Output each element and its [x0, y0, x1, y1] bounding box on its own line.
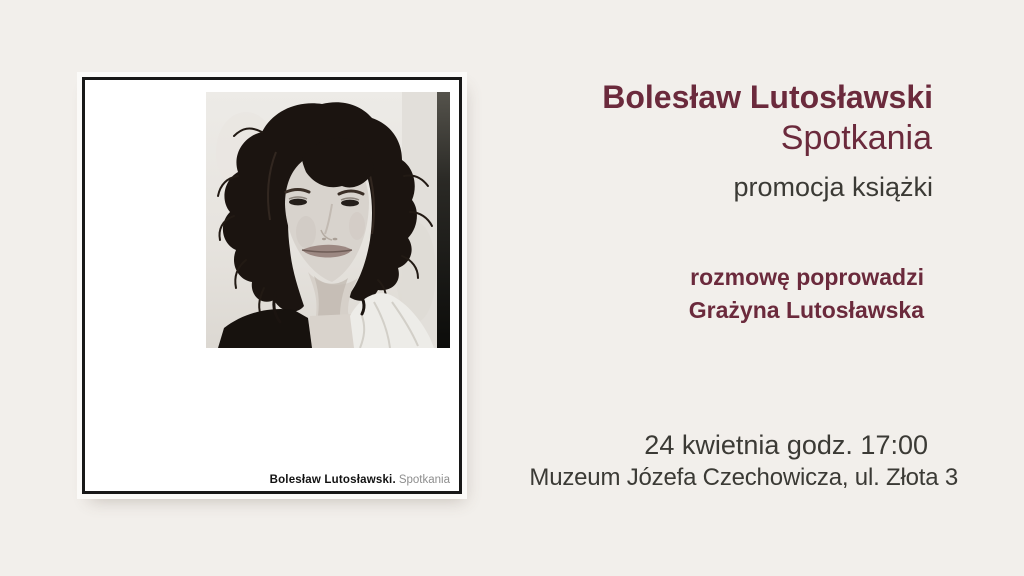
book-cover	[82, 77, 462, 494]
author-name: Bolesław Lutosławski	[602, 79, 933, 115]
host-block	[689, 261, 924, 327]
event-datetime: 24 kwietnia godz. 17:00	[644, 430, 928, 460]
cover-caption-author: Bolesław Lutosławski.	[269, 474, 396, 486]
host-label: rozmowę poprowadzi	[690, 264, 924, 290]
book-title: Spotkania	[780, 119, 932, 157]
event-venue: Muzeum Józefa Czechowicza, ul. Złota 3	[529, 464, 958, 491]
portrait-photo	[206, 92, 450, 348]
cover-caption-title: Spotkania	[398, 474, 450, 486]
host-name: Grażyna Lutosławska	[688, 297, 924, 323]
cover-caption	[270, 473, 450, 488]
event-type: promocja książki	[733, 172, 933, 202]
